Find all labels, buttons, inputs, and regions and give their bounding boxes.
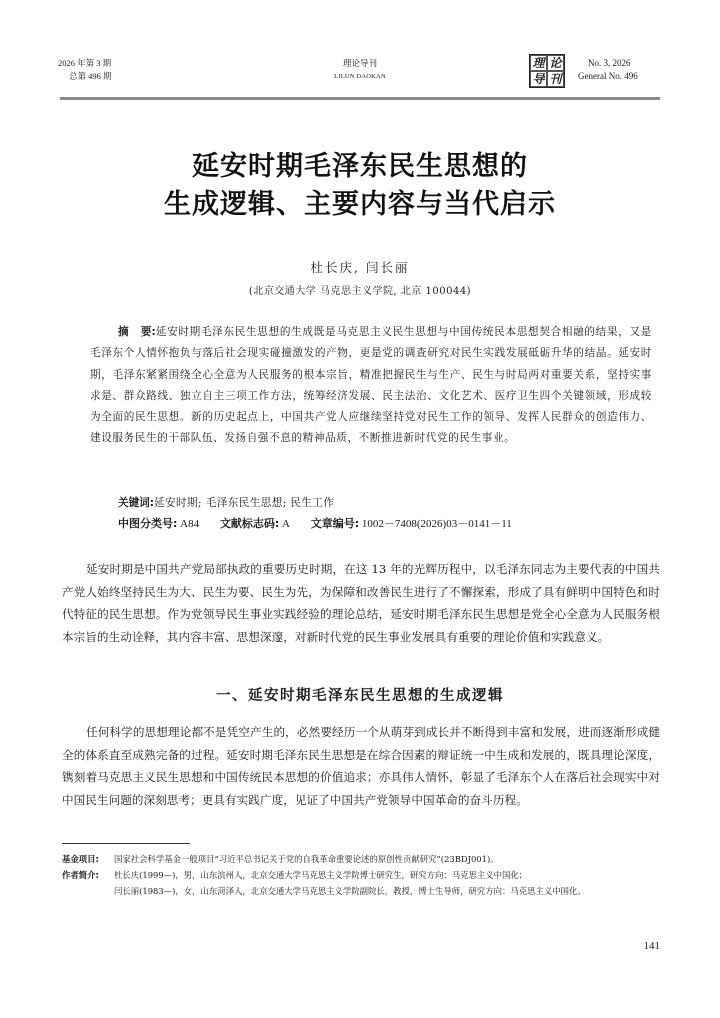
doc-code-label: 文献标志码: [219,517,280,530]
classification-line [118,514,512,534]
author-bio-1: 杜长庆(1999—)，男，山东滨州人，北京交通大学马克思主义学院博士研究生，研究方向：马克思主义中国化； [114,870,528,880]
clc-value: A84 [180,518,200,530]
header-divider [60,97,660,100]
issue-info [58,57,112,83]
logo-char: 论 [547,55,564,71]
title-line-2: 生成逻辑、主要内容与当代启示 [164,189,556,220]
intro-paragraph: 延安时期是中国共产党局部执政的重要历史时期，在这 13 年的光辉历程中，以毛泽东同志为主要代表的中国共产党人始终坚持民生为大、民生为要、民生为先，为保障和改善民生进行了不懈探索，形成了具有鲜明中国特色和时代特征的民生思想。作为党领导民生事业实践经验的理论总结，延安时期毛泽东民生思想是党全心全意为人民服务根本宗旨的生动诠释，其内容丰富、思想深邃，对新时代党的民生事业发展具有重要的理论价值和实践意义。 [62,562,660,644]
article-title [60,148,660,224]
journal-logo-icon [529,54,565,88]
journal-name-en: LILUN DAOKAN [334,73,386,80]
issue-total-number: 总第 496 期 [69,71,112,81]
author-bio-text [114,868,658,899]
footnote-divider [62,843,190,844]
general-no-en: General No. 496 [578,71,638,81]
article-no-label: 文章编号: [310,517,360,530]
doc-code-value: A [282,518,290,530]
fund-label: 基金项目: [62,854,99,864]
article-authors: 杜长庆, 闫长丽 [310,260,410,275]
fund-text: 国家社会科学基金一般项目“习近平总书记关于党的自我革命重要论述的原创性贡献研究”(23BDJ001)。 [114,854,499,864]
abstract-text: 延安时期毛泽东民生思想的生成既是马克思主义民生思想与中国传统民本思想契合相融的结果，又是毛泽东个人情怀抱负与落后社会现实碰撞激发的产物，更是党的调查研究对民生实践发展砥砺升华的结晶。延安时期，毛泽东紧紧围绕全心全意为人民服务的根本宗旨，精准把握民生与生产、民生与时局两对重要关系，坚持实事求是、群众路线、独立自主三项工作方法，统筹经济发展、民主法治、文化艺术、医疗卫生四个关键领域，形成较为全面的民生思想。新的历史起点上，中国共产党人应继续坚持党对民生工作的领导、发挥人民群众的创造伟力、建设服务民生的干部队伍、发扬自强不息的精神品质，不断推进新时代党的民生事业。 [90,326,652,445]
logo-char: 理 [530,55,547,71]
abstract [90,322,652,450]
author-bio-2: 闫长丽(1983—)，女，山东菏泽人，北京交通大学马克思主义学院副院长，教授，博士生导师，研究方向：马克思主义中国化。 [114,885,586,896]
title-line-1: 延安时期毛泽东民生思想的 [192,151,528,182]
author-affiliation: (北京交通大学 马克思主义学院, 北京 100044) [248,286,472,297]
logo-char: 导 [530,71,547,87]
section-heading: 一、延安时期毛泽东民生思想的生成逻辑 [216,688,504,704]
author-bio-label: 作者简介: [62,870,99,880]
abstract-label: 摘 要: [118,326,156,338]
issue-no-en: No. 3, 2026 [588,58,631,68]
footnote-fund [62,852,662,868]
keywords-text: 延安时期; 毛泽东民生思想; 民生工作 [154,497,335,509]
section-paragraph: 任何科学的思想理论都不是凭空产生的，必然要经历一个从萌芽到成长并不断得到丰富和发展，进而逐渐形成健全的体系直至成熟完备的过程。延安时期毛泽东民生思想是在综合因素的辩证统一中生成和发展的，既具理论深度，镌刻着马克思主义民生思想和中国传统民本思想的价值追求；亦具伟人情怀，彰显了毛泽东个人在落后社会现实中对中国民生问题的深刻思考；更具有实践广度，见证了中国共产党领导中国革命的奋斗历程。 [62,725,660,807]
issue-year-number: 2026 年第 3 期 [58,58,112,68]
journal-name-cn: 理论导刊 [342,58,377,68]
logo-char: 刊 [547,71,564,87]
keywords-label: 关键词: [118,497,155,509]
article-no-value: 1002－7408(2026)03－0141－11 [361,518,512,530]
keywords [118,493,334,513]
page-number: 141 [643,940,660,952]
journal-name [300,57,420,83]
issue-info-en [578,57,638,83]
clc-label: 中图分类号: [118,517,178,530]
footnote-authors [62,868,662,899]
